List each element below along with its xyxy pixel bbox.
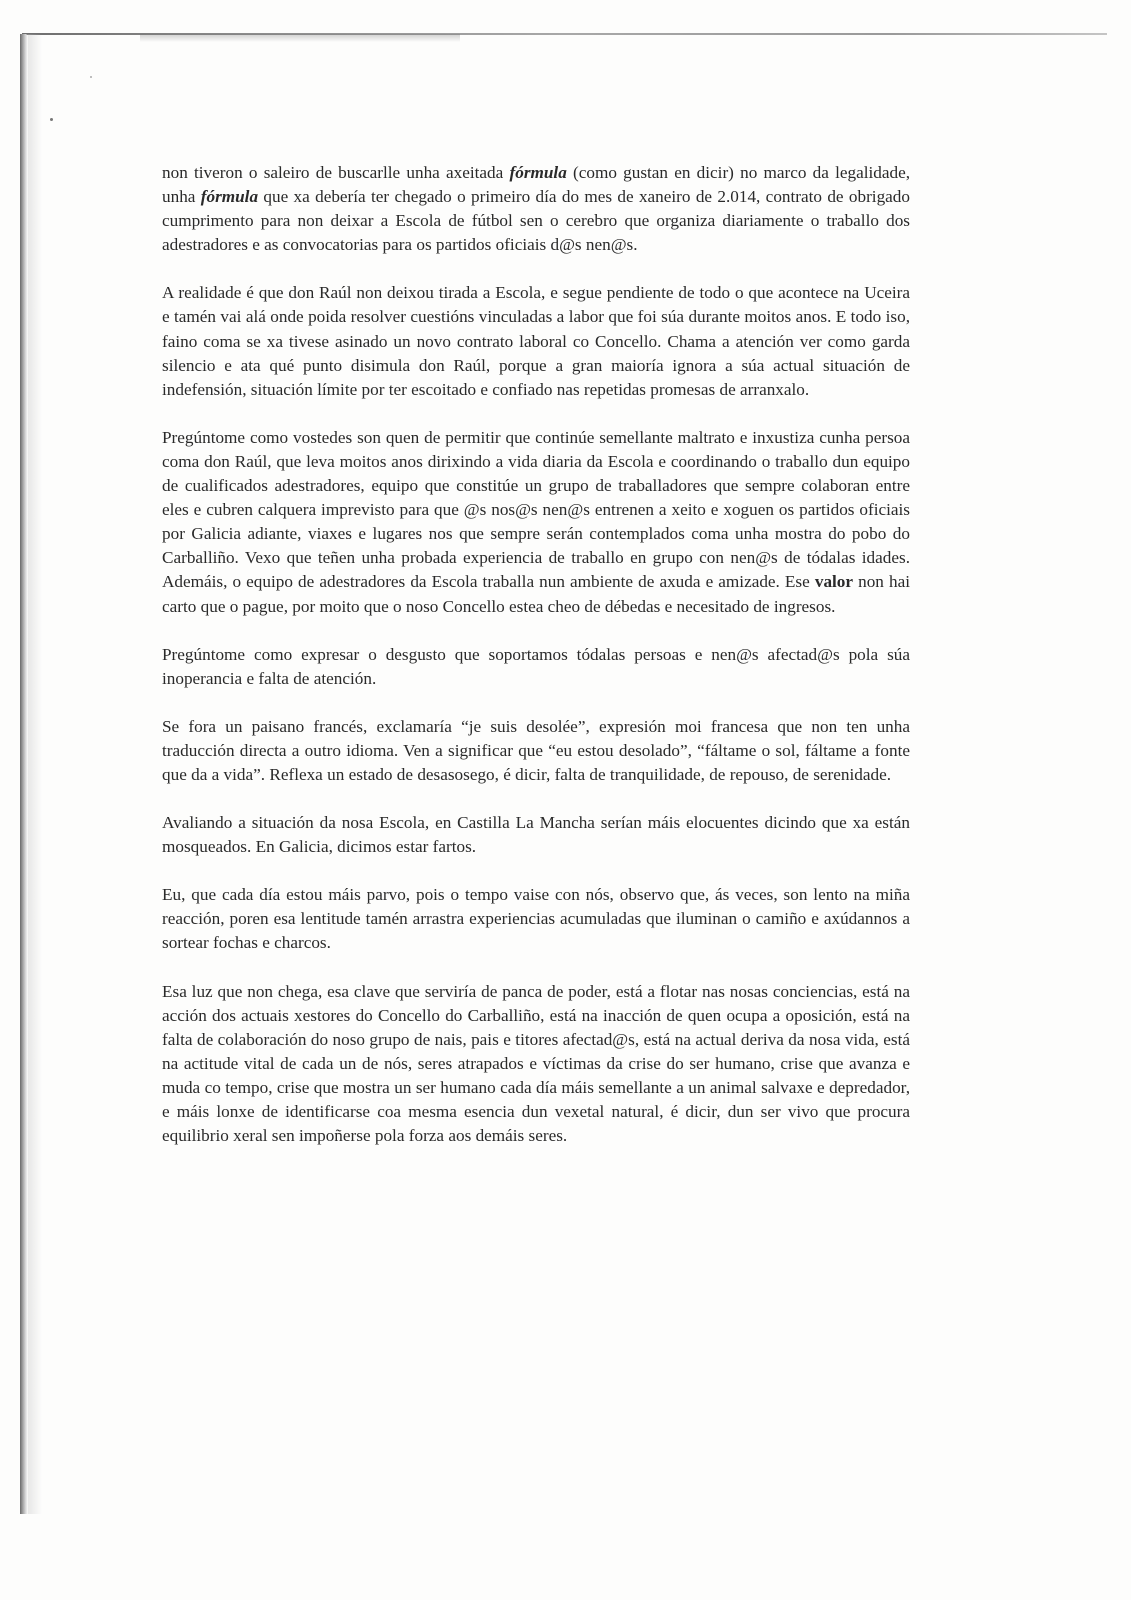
text-run: non hai carto que o pague, por moito que o noso Concello estea cheo de débedas e necesitado de ingresos. (162, 572, 910, 616)
text-run: non tiveron o saleiro de buscarlle unha axeitada (162, 163, 510, 182)
emphasis-formula: fórmula (509, 163, 567, 182)
scan-smudge (140, 34, 460, 42)
text-run: Esa luz que non chega, esa clave que serviría de panca de poder, está a flotar nas nosas conciencias, está na acción dos actuais xestores do Concello do Carballiño, está na inacción de quen ocupa a oposición, está na falta de colaboración do noso grupo de nais, pais e titores afectad@s, está na actual deriva da nosa vida, está na actitude vital de cada un de nós, seres atrapados e víctimas da crise do ser humano, crise que avanza e muda co tempo, crise que mostra un ser humano cada día máis semellante a un animal salvaxe e depredador, e máis lonxe de identificarse coa mesma esencia dun vexetal natural, é dicir, dun ser vivo que procura equilibrio xeral sen impoñerse pola forza aos demáis seres. (162, 981, 910, 1146)
scan-speck (50, 118, 53, 121)
paragraph-1 (162, 161, 910, 257)
paragraph-2 (162, 281, 910, 401)
text-run: (como gustan en dicir) no marco da legalidade, unha (162, 163, 911, 207)
text-run: que xa debería ter chegado o primeiro día do mes de xaneiro de 2.014, contrato de obrigado cumprimento para non deixar a Escola de fútbol sen o cerebro que organiza diariamente o traballo dos adestradores e as convocatorias para os partidos oficiais d@s nen@s. (162, 187, 910, 255)
paragraph-7 (162, 883, 910, 955)
text-run: A realidade é que don Raúl non deixou tirada a Escola, e segue pendiente de todo o que acontece na Uceira e tamén vai alá onde poida resolver cuestións vinculadas a labor que foi súa durante moitos anos. E todo iso, faino coma se xa tivese asinado un novo contrato laboral co Concello. Chama a atención ver como garda silencio e ata qué punto disimula don Raúl, porque a gran maioría ignora a súa actual situación de indefensión, situación límite por ter escoitado e confiado nas repetidas promesas de arranxalo. (162, 283, 910, 399)
text-run: Se fora un paisano francés, exclamaría “je suis desolée”, expresión moi francesa que non ten unha traducción directa a outro idioma. Ven a significar que “eu estou desolado”, “fáltame o sol, fáltame a fonte que da a vida”. Reflexa un estado de desasosego, é dicir, falta de tranquilidade, de repouso, de serenidade. (162, 716, 910, 784)
text-run: Pregúntome como vostedes son quen de permitir que continúe semellante maltrato e inxustiza cunha persoa coma don Raúl, que leva moitos anos dirixindo a vida diaria da Escola e coordinando o traballo dun equipo de cualificados adestradores, equipo que constitúe un grupo de traballadores que sempre colaboran entre eles e cubren calquera imprevisto para que @s nos@s nen@s entrenen a xeito e xoguen os partidos oficiais por Galicia adiante, viaxes e lugares nos que sempre serán contemplados coma unha mostra do pobo do Carballiño. Vexo que teñen unha probada experiencia de traballo en grupo con nen@s de tódalas idades. Ademáis, o equipo de adestradores da Escola traballa nun ambiente de axuda e amizade. Ese (162, 427, 910, 592)
paragraph-5 (162, 715, 910, 787)
scan-shadow-left (28, 34, 42, 1514)
letter-body (162, 161, 910, 1172)
scan-speck (90, 76, 92, 78)
paragraph-6 (162, 811, 910, 859)
text-run: Eu, que cada día estou máis parvo, pois o tempo vaise con nós, observo que, ás veces, son lento na miña reacción, poren esa lentitude tamén arrastra experiencias acumuladas que iluminan o camiño e axúdannos a sortear fochas e charcos. (162, 885, 910, 953)
paragraph-3 (162, 426, 910, 619)
emphasis-formula: fórmula (200, 187, 259, 207)
paragraph-4 (162, 643, 910, 691)
text-run: Avaliando a situación da nosa Escola, en Castilla La Mancha serían máis elocuentes dicindo que xa están mosqueados. En Galicia, dicimos estar fartos. (162, 813, 910, 857)
paragraph-8 (162, 980, 910, 1149)
scan-border-left (20, 34, 28, 1514)
text-run: Pregúntome como expresar o desgusto que soportamos tódalas persoas e nen@s afectad@s pola súa inoperancia e falta de atención. (162, 644, 910, 688)
emphasis-valor: valor (814, 572, 854, 592)
